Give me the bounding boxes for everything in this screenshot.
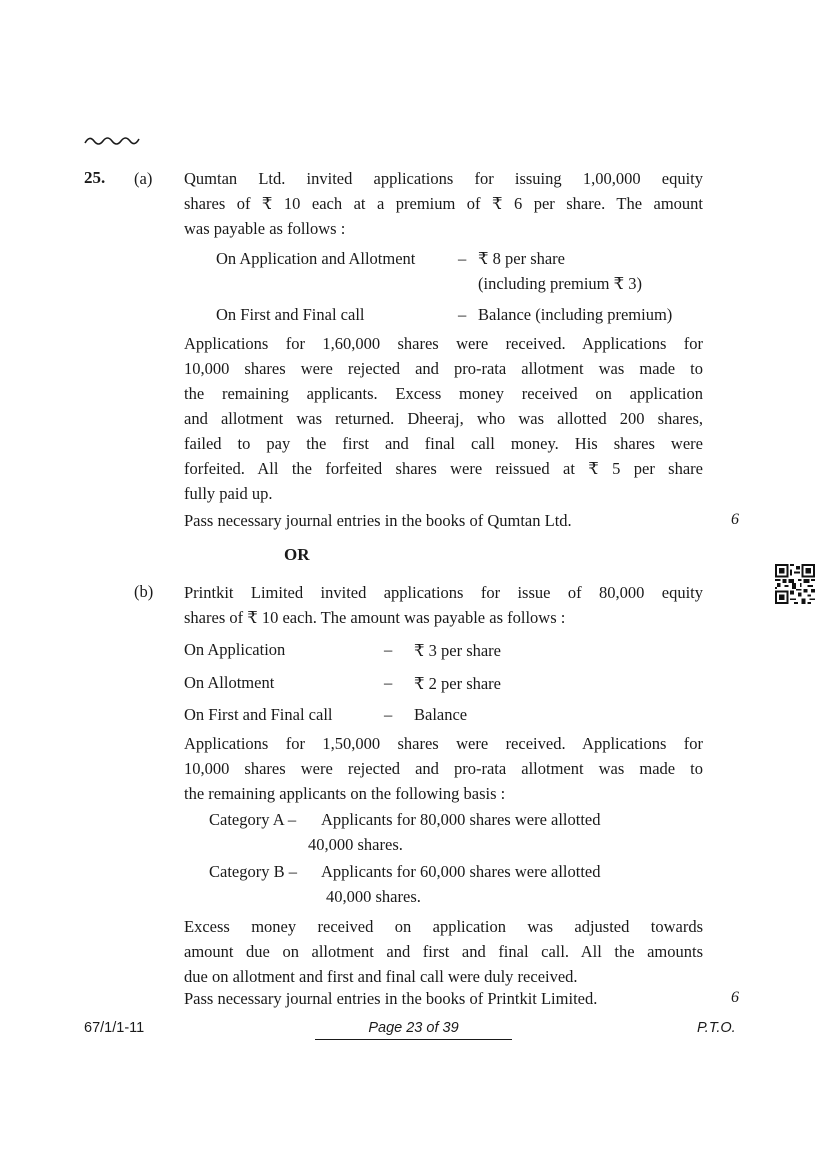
schedule-value: Balance (including premium) [478,305,673,324]
qr-code-icon [775,564,815,604]
schedule-item: On Application and Allotment [216,249,416,268]
page-number: Page 23 of 39 [315,1020,512,1040]
schedule-value: Balance [414,705,468,724]
part-b-closing-line: amount due on allotment and first and final call. All the amounts [184,942,703,961]
part-b-instruction: Pass necessary journal entries in the books of Printkit Limited. [184,989,598,1008]
part-a-body-line: the remaining applicants. Excess money received on application [184,384,703,403]
part-b-marks: 6 [731,989,739,1006]
part-a-body-line: fully paid up. [184,484,273,503]
part-b-closing [184,914,703,989]
category-line: 40,000 shares. [326,887,421,906]
please-turn-over: P.T.O. [697,1020,736,1036]
schedule-value: ₹ 3 per share [414,641,502,660]
category-name: Category A – [209,810,297,829]
category-line: Applicants for 60,000 shares were allotted [321,862,601,881]
or-separator: OR [284,545,310,564]
part-a-intro-line: shares of ₹ 10 each at a premium of ₹ 6 per share. The amount [184,194,703,213]
part-a-marks: 6 [731,511,739,528]
part-b-intro [184,580,703,630]
part-a-body-line: 10,000 shares were rejected and pro-rata allotment was made to [184,359,703,378]
schedule-item: On First and Final call [216,305,365,324]
schedule-item: On First and Final call [184,705,333,724]
category-name: Category B – [209,862,297,881]
part-a-instruction: Pass necessary journal entries in the books of Qumtan Ltd. [184,511,572,530]
part-b-body-line: 10,000 shares were rejected and pro-rata allotment was made to [184,759,703,778]
part-a-intro-line: Qumtan Ltd. invited applications for issuing 1,00,000 equity [184,169,703,188]
part-b-body [184,731,703,806]
schedule-dash: – [384,673,393,692]
part-b-closing-line: due on allotment and first and final call were duly received. [184,967,578,986]
question-number: 25. [84,168,106,187]
schedule-item: On Application [184,640,286,659]
part-a-body [184,331,703,506]
part-a-body-line: and allotment was returned. Dheeraj, who was allotted 200 shares, [184,409,703,428]
part-a-intro [184,166,703,241]
schedule-dash: – [384,640,393,659]
part-b-body-line: Applications for 1,50,000 shares were received. Applications for [184,734,703,753]
paper-code: 67/1/1-11 [84,1020,145,1036]
schedule-dash: – [384,705,393,724]
part-a-body-line: forfeited. All the forfeited shares were reissued at ₹ 5 per share [184,459,703,478]
part-a-body-line: Applications for 1,60,000 shares were received. Applications for [184,334,703,353]
part-a-intro-line: was payable as follows : [184,219,346,238]
part-a-label: (a) [134,169,153,188]
category-line: Applicants for 80,000 shares were allotted [321,810,601,829]
part-b-body-line: the remaining applicants on the following basis : [184,784,506,803]
schedule-value: ₹ 8 per share [478,249,566,268]
wavy-line-decoration [84,131,144,151]
schedule-dash: – [458,249,467,268]
schedule-value: ₹ 2 per share [414,674,502,693]
part-b-intro-line: shares of ₹ 10 each. The amount was payable as follows : [184,608,566,627]
part-b-label: (b) [134,582,154,601]
part-b-intro-line: Printkit Limited invited applications for issue of 80,000 equity [184,583,703,602]
part-b-closing-line: Excess money received on application was adjusted towards [184,917,703,936]
part-a-body-line: failed to pay the first and final call money. His shares were [184,434,703,453]
schedule-item: On Allotment [184,673,275,692]
schedule-dash: – [458,305,467,324]
category-line: 40,000 shares. [308,835,403,854]
schedule-note: (including premium ₹ 3) [478,274,643,293]
